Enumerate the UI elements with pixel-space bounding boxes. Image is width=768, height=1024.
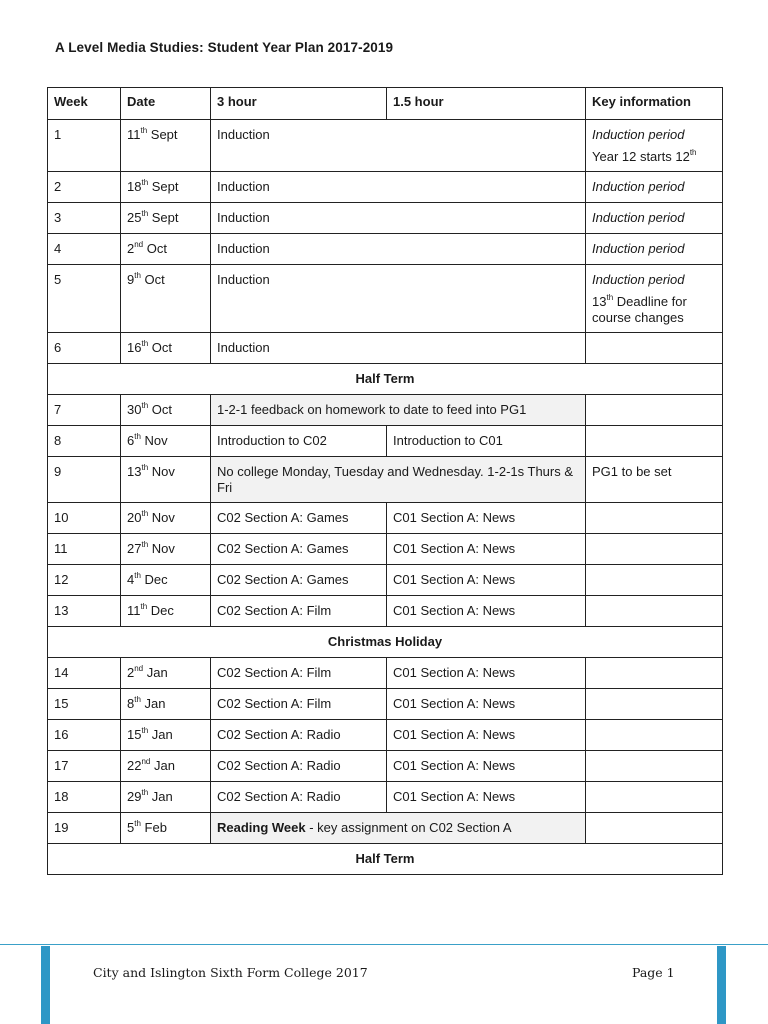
one-half-hour-cell: C01 Section A: News <box>387 720 586 751</box>
week-cell: 19 <box>48 813 121 844</box>
table-row <box>48 120 723 172</box>
date-month: Jan <box>150 758 175 773</box>
date-month: Oct <box>143 241 167 256</box>
date-cell <box>121 565 211 596</box>
date-day: 13 <box>127 464 142 479</box>
date-ordinal: th <box>134 570 141 580</box>
table-row <box>48 782 723 813</box>
date-cell <box>121 751 211 782</box>
date-ordinal: nd <box>141 756 151 766</box>
table-row <box>48 234 723 265</box>
date-cell <box>121 813 211 844</box>
date-cell <box>121 457 211 503</box>
key-information-cell <box>586 720 723 751</box>
three-hour-cell: Introduction to C02 <box>211 426 387 457</box>
date-day: 2 <box>127 241 135 256</box>
key-info-text: PG1 to be set <box>592 464 672 479</box>
date-day: 25 <box>127 210 142 225</box>
date-month: Sept <box>148 179 179 194</box>
section-label: Half Term <box>48 364 723 395</box>
date-day: 2 <box>127 665 135 680</box>
date-ordinal: th <box>141 725 149 735</box>
note-text: Year 12 starts 12 <box>592 149 690 164</box>
key-information-cell <box>586 395 723 426</box>
three-hour-cell: C02 Section A: Radio <box>211 782 387 813</box>
key-information-cell <box>586 426 723 457</box>
date-cell <box>121 426 211 457</box>
date-ordinal: th <box>141 539 149 549</box>
one-half-hour-cell: C01 Section A: News <box>387 782 586 813</box>
week-cell: 1 <box>48 120 121 172</box>
key-information-cell <box>586 658 723 689</box>
week-cell: 4 <box>48 234 121 265</box>
section-row <box>48 364 723 395</box>
table-row <box>48 333 723 364</box>
week-cell: 8 <box>48 426 121 457</box>
three-hour-text: - key assignment on C02 Section A <box>305 820 512 835</box>
date-month: Dec <box>147 603 174 618</box>
date-cell <box>121 172 211 203</box>
date-cell <box>121 234 211 265</box>
date-month: Nov <box>148 464 175 479</box>
date-month: Oct <box>148 402 172 417</box>
date-month: Sept <box>147 127 178 142</box>
date-ordinal: th <box>141 208 149 218</box>
footer-page-number: Page 1 <box>632 965 675 980</box>
date-day: 16 <box>127 340 142 355</box>
date-day: 15 <box>127 727 142 742</box>
one-half-hour-cell: C01 Section A: News <box>387 503 586 534</box>
table-row <box>48 395 723 426</box>
section-label: Half Term <box>48 844 723 875</box>
week-cell: 10 <box>48 503 121 534</box>
three-hour-cell: Induction <box>211 203 586 234</box>
date-ordinal: nd <box>134 239 144 249</box>
one-half-hour-cell: C01 Section A: News <box>387 658 586 689</box>
date-month: Jan <box>143 665 168 680</box>
table-row <box>48 203 723 234</box>
date-day: 5 <box>127 820 135 835</box>
footer-divider <box>0 944 768 945</box>
key-information-cell <box>586 751 723 782</box>
date-month: Nov <box>148 510 175 525</box>
table-row <box>48 720 723 751</box>
key-info-text: Induction period <box>592 272 685 287</box>
date-cell <box>121 534 211 565</box>
date-cell <box>121 658 211 689</box>
table-row <box>48 172 723 203</box>
key-information-cell <box>586 172 723 203</box>
date-ordinal: th <box>141 338 149 348</box>
date-day: 11 <box>127 127 141 142</box>
date-month: Sept <box>148 210 179 225</box>
three-hour-cell: C02 Section A: Games <box>211 534 387 565</box>
week-cell: 3 <box>48 203 121 234</box>
date-month: Nov <box>148 541 175 556</box>
week-cell: 9 <box>48 457 121 503</box>
table-row <box>48 596 723 627</box>
date-cell <box>121 203 211 234</box>
date-ordinal: th <box>134 694 141 704</box>
date-ordinal: th <box>134 270 141 280</box>
key-info-text: Induction period <box>592 127 685 142</box>
note-ordinal: th <box>606 292 614 302</box>
footer-right-bar <box>717 946 726 1024</box>
three-hour-cell <box>211 813 586 844</box>
date-cell <box>121 333 211 364</box>
week-cell: 2 <box>48 172 121 203</box>
one-half-hour-cell: C01 Section A: News <box>387 751 586 782</box>
key-information-cell <box>586 265 723 333</box>
one-half-hour-cell: Introduction to C01 <box>387 426 586 457</box>
week-cell: 5 <box>48 265 121 333</box>
header-1-5-hour: 1.5 hour <box>387 88 586 120</box>
key-info-text: Induction period <box>592 241 685 256</box>
three-hour-cell: 1-2-1 feedback on homework to date to feed into PG1 <box>211 395 586 426</box>
three-hour-cell: C02 Section A: Film <box>211 658 387 689</box>
footer-college-name: City and Islington Sixth Form College 2017 <box>93 965 368 980</box>
key-information-cell <box>586 333 723 364</box>
date-day: 30 <box>127 402 142 417</box>
table-row <box>48 565 723 596</box>
table-row <box>48 457 723 503</box>
date-cell <box>121 782 211 813</box>
date-cell <box>121 395 211 426</box>
date-day: 18 <box>127 179 142 194</box>
week-cell: 12 <box>48 565 121 596</box>
date-ordinal: th <box>141 400 149 410</box>
date-day: 6 <box>127 433 135 448</box>
key-information-cell <box>586 457 723 503</box>
date-day: 4 <box>127 572 135 587</box>
date-cell <box>121 265 211 333</box>
three-hour-cell: C02 Section A: Film <box>211 596 387 627</box>
date-cell <box>121 596 211 627</box>
date-month: Oct <box>140 272 165 287</box>
date-month: Dec <box>140 572 168 587</box>
date-day: 9 <box>127 272 135 287</box>
table-row <box>48 534 723 565</box>
date-day: 27 <box>127 541 142 556</box>
date-cell <box>121 689 211 720</box>
one-half-hour-cell: C01 Section A: News <box>387 596 586 627</box>
three-hour-cell: C02 Section A: Radio <box>211 720 387 751</box>
date-cell <box>121 503 211 534</box>
table-row <box>48 503 723 534</box>
date-ordinal: th <box>141 508 149 518</box>
three-hour-cell: C02 Section A: Games <box>211 503 387 534</box>
three-hour-cell: Induction <box>211 265 586 333</box>
three-hour-cell: Induction <box>211 333 586 364</box>
three-hour-cell: Induction <box>211 234 586 265</box>
date-day: 22 <box>127 758 142 773</box>
date-month: Jan <box>148 789 173 804</box>
date-day: 8 <box>127 696 135 711</box>
week-cell: 11 <box>48 534 121 565</box>
section-row <box>48 844 723 875</box>
three-hour-emphasis: Reading Week <box>217 820 306 835</box>
document-title: A Level Media Studies: Student Year Plan 2017-2019 <box>55 40 394 55</box>
table-row <box>48 265 723 333</box>
date-month: Jan <box>140 696 166 711</box>
header-week: Week <box>48 88 121 120</box>
date-month: Nov <box>140 433 168 448</box>
key-info-note <box>592 149 716 165</box>
year-plan-table <box>47 87 723 875</box>
date-ordinal: th <box>140 125 148 135</box>
note-ordinal: th <box>689 147 697 157</box>
note-day: 13 <box>592 294 607 309</box>
date-cell <box>121 120 211 172</box>
date-month: Oct <box>148 340 172 355</box>
table-row <box>48 813 723 844</box>
three-hour-cell: C02 Section A: Games <box>211 565 387 596</box>
key-information-cell <box>586 689 723 720</box>
note-text: Deadline for course changes <box>592 294 691 325</box>
table-row <box>48 751 723 782</box>
week-cell: 14 <box>48 658 121 689</box>
key-info-text: Induction period <box>592 210 685 225</box>
week-cell: 16 <box>48 720 121 751</box>
three-hour-cell: No college Monday, Tuesday and Wednesday. 1-2-1s Thurs & Fri <box>211 457 586 503</box>
header-date: Date <box>121 88 211 120</box>
key-information-cell <box>586 203 723 234</box>
table-row <box>48 689 723 720</box>
date-day: 20 <box>127 510 142 525</box>
week-cell: 17 <box>48 751 121 782</box>
date-ordinal: th <box>134 431 141 441</box>
date-ordinal: nd <box>134 663 144 673</box>
week-cell: 6 <box>48 333 121 364</box>
date-day: 11 <box>127 603 141 618</box>
table-header-row <box>48 88 723 120</box>
footer-left-bar <box>41 946 50 1024</box>
week-cell: 15 <box>48 689 121 720</box>
one-half-hour-cell: C01 Section A: News <box>387 689 586 720</box>
date-month: Jan <box>148 727 173 742</box>
three-hour-cell: C02 Section A: Film <box>211 689 387 720</box>
three-hour-cell: Induction <box>211 172 586 203</box>
one-half-hour-cell: C01 Section A: News <box>387 534 586 565</box>
week-cell: 13 <box>48 596 121 627</box>
header-3-hour: 3 hour <box>211 88 387 120</box>
key-information-cell <box>586 120 723 172</box>
date-ordinal: th <box>140 601 148 611</box>
key-information-cell <box>586 234 723 265</box>
date-ordinal: th <box>134 818 141 828</box>
key-info-note <box>592 294 716 326</box>
date-day: 29 <box>127 789 142 804</box>
date-ordinal: th <box>141 787 149 797</box>
key-information-cell <box>586 534 723 565</box>
three-hour-cell: Induction <box>211 120 586 172</box>
table-row <box>48 426 723 457</box>
key-information-cell <box>586 503 723 534</box>
section-row <box>48 627 723 658</box>
header-key-information: Key information <box>586 88 723 120</box>
key-info-text: Induction period <box>592 179 685 194</box>
table-row <box>48 658 723 689</box>
date-cell <box>121 720 211 751</box>
date-ordinal: th <box>141 177 149 187</box>
date-month: Feb <box>140 820 167 835</box>
week-cell: 7 <box>48 395 121 426</box>
three-hour-cell: C02 Section A: Radio <box>211 751 387 782</box>
key-information-cell <box>586 565 723 596</box>
key-information-cell <box>586 813 723 844</box>
key-information-cell <box>586 782 723 813</box>
date-ordinal: th <box>141 462 149 472</box>
section-label: Christmas Holiday <box>48 627 723 658</box>
one-half-hour-cell: C01 Section A: News <box>387 565 586 596</box>
key-information-cell <box>586 596 723 627</box>
week-cell: 18 <box>48 782 121 813</box>
